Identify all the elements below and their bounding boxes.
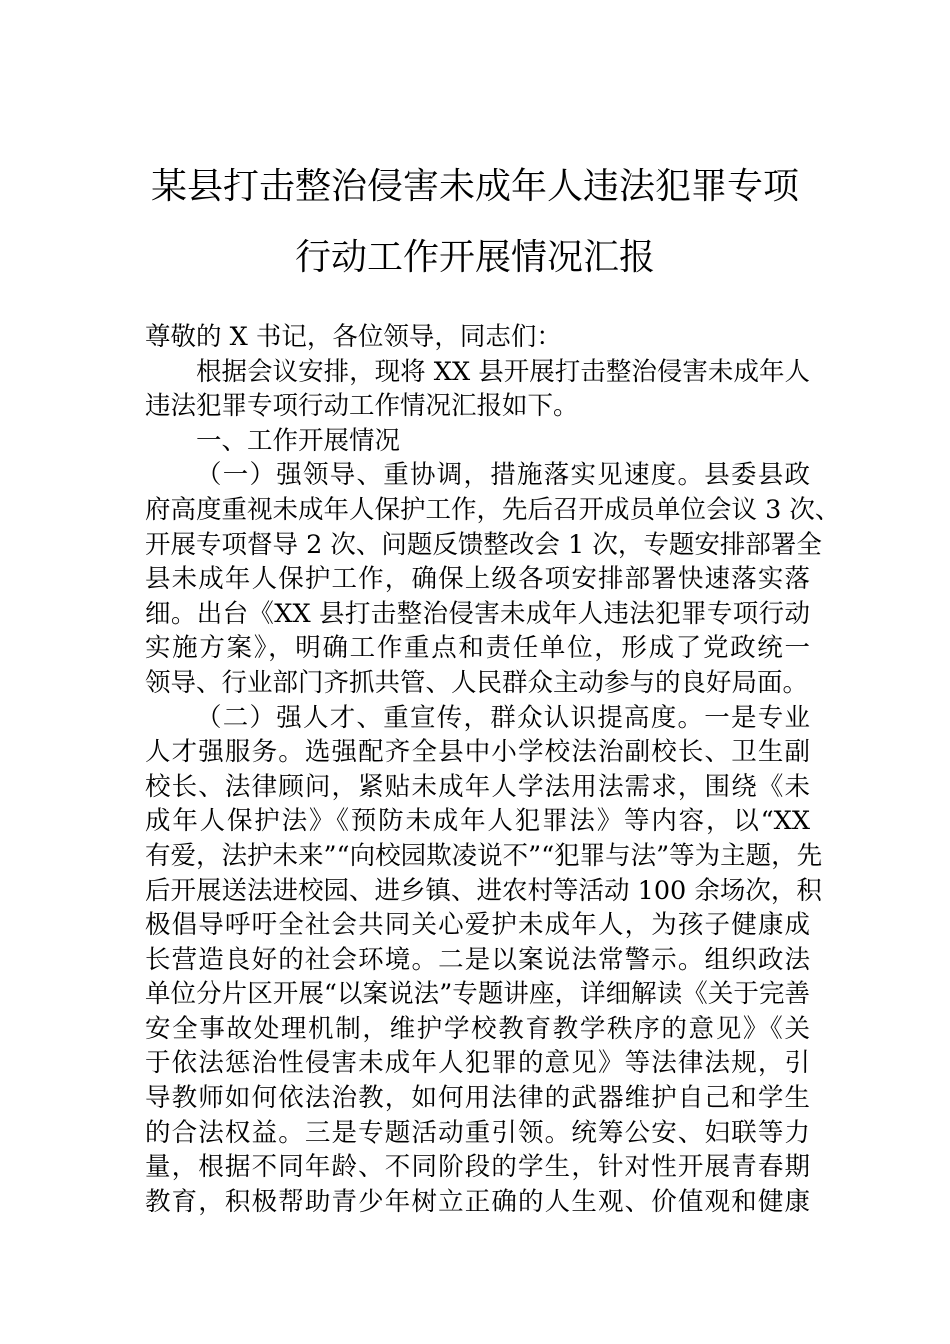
section-heading: 一、工作开展情况 — [196, 425, 401, 456]
paragraph-line: 后开展送法进校园、进乡镇、进农村等活动 100 余场次，积 — [145, 875, 822, 906]
paragraph-line: 县未成年人保护工作，确保上级各项安排部署快速落实落 — [145, 564, 810, 595]
paragraph-line: 实施方案》，明确工作重点和责任单位，形成了党政统一 — [145, 633, 810, 664]
document-title-line-2: 行动工作开展情况汇报 — [294, 237, 655, 278]
paragraph-line: 人才强服务。选强配齐全县中小学校法治副校长、卫生副 — [145, 737, 810, 768]
paragraph-line: 量，根据不同年龄、不同阶段的学生，针对性开展青春期 — [145, 1152, 810, 1183]
paragraph-line: （一）强领导、重协调，措施落实见速度。县委县政 — [196, 460, 810, 491]
paragraph-line: 教育，积极帮助青少年树立正确的人生观、价值观和健康 — [145, 1186, 810, 1217]
paragraph-line: 单位分片区开展“以案说法”专题讲座，详细解读《关于完善 — [145, 979, 810, 1010]
paragraph-line: 于依法惩治性侵害未成年人犯罪的意见》等法律法规，引 — [145, 1048, 810, 1079]
paragraph-line: 校长、法律顾问，紧贴未成年人学法用法需求，围绕《未 — [145, 771, 810, 802]
paragraph-line: 细。出台《XX 县打击整治侵害未成年人违法犯罪专项行动 — [145, 598, 810, 629]
paragraph-line: 长营造良好的社会环境。二是以案说法常警示。组织政法 — [145, 944, 810, 975]
paragraph-line: 违法犯罪专项行动工作情况汇报如下。 — [145, 391, 579, 422]
paragraph-line: 的合法权益。三是专题活动重引领。统筹公安、妇联等力 — [145, 1117, 810, 1148]
paragraph-line: 根据会议安排，现将 XX 县开展打击整治侵害未成年人 — [196, 356, 810, 387]
document-body — [145, 320, 841, 1219]
paragraph-line: 领导、行业部门齐抓共管、人民群众主动参与的良好局面。 — [145, 667, 809, 698]
paragraph-line: 成年人保护法》《预防未成年人犯罪法》等内容，以“XX — [145, 806, 810, 837]
paragraph-line: 有爱，法护未来”“向校园欺凌说不”“犯罪与法”等为主题，先 — [145, 840, 823, 871]
paragraph-line: 开展专项督导 2 次、问题反馈整改会 1 次，专题安排部署全 — [145, 529, 822, 560]
paragraph-line: （二）强人才、重宣传，群众认识提高度。一是专业 — [196, 702, 810, 733]
salutation: 尊敬的 X 书记，各位领导，同志们： — [145, 322, 562, 352]
paragraph-line: 府高度重视未成年人保护工作，先后召开成员单位会议 3 次、 — [145, 494, 841, 525]
document-title-line-1: 某县打击整治侵害未成年人违法犯罪专项 — [150, 166, 799, 207]
paragraph-line: 极倡导呼吁全社会共同关心爱护未成年人，为孩子健康成 — [145, 910, 810, 941]
paragraph-line: 导教师如何依法治教，如何用法律的武器维护自己和学生 — [145, 1083, 810, 1114]
paragraph-line: 安全事故处理机制，维护学校教育教学秩序的意见》《关 — [145, 1013, 810, 1044]
